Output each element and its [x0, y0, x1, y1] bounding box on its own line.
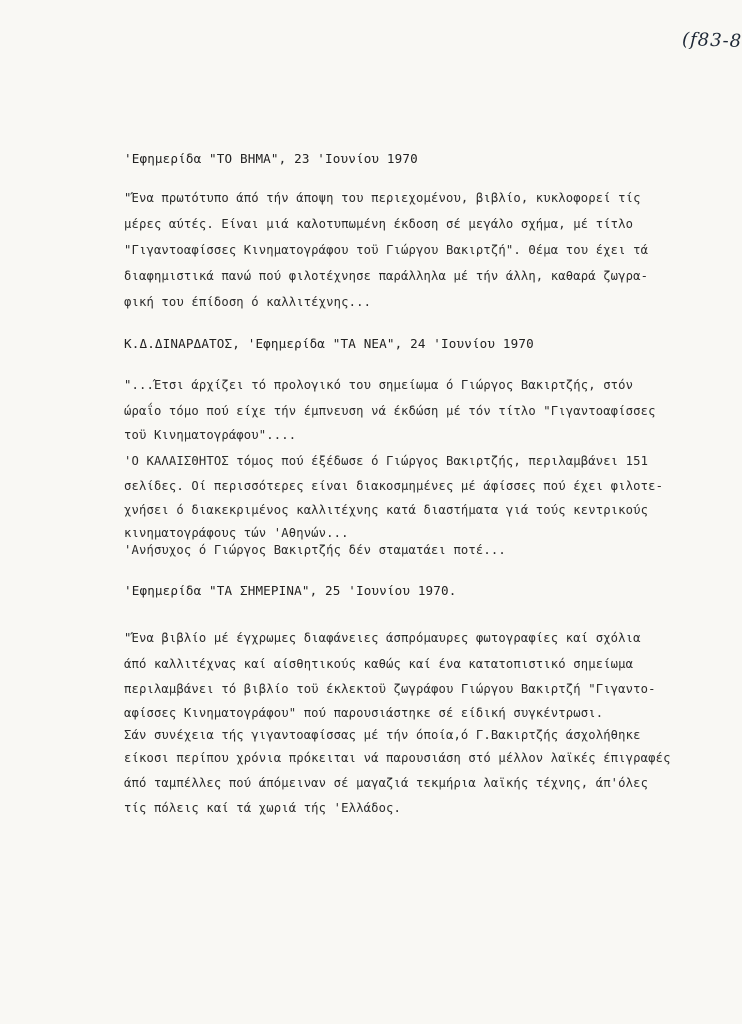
section-2-line: χνήσει ό διακεκριμένος καλλιτέχνης κατά διαστήματα γιά τούς κεντρικούς [124, 503, 649, 517]
section-1-line: μέρες αύτές. Είναι μιά καλοτυπωμένη έκδοση σέ μεγάλο σχήμα, μέ τίτλο [124, 217, 634, 231]
section-2-line: 'Ανήσυχος ό Γιώργος Βακιρτζής δέν σταματάει ποτέ... [124, 543, 506, 557]
section-2-line: κινηματογράφους τών 'Αθηνών... [124, 526, 349, 540]
section-2-line: 'Ο ΚΑΛΑΙΣΘΗΤΟΣ τόμος πού έξέδωσε ό Γιώργος Βακιρτζής, περιλαμβάνει 151 [124, 454, 649, 468]
section-1-line: διαφημιστικά πανώ πού φιλοτέχνησε παράλληλα μέ τήν άλλη, καθαρά ζωγρα- [124, 269, 649, 283]
section-3-line: αφίσσες Κινηματογράφου" πού παρουσιάστηκε σέ είδική συγκέντρωσι. [124, 706, 604, 720]
section-3-line: άπό ταμπέλλες πού άπόμειναν σέ μαγαζιά τεκμήρια λαϊκής τέχνης, άπ'όλες [124, 776, 649, 790]
section-1-heading: 'Εφημερίδα "ΤΟ ΒΗΜΑ", 23 'Ιουνίου 1970 [124, 151, 418, 166]
section-3-line: "Ένα βιβλίο μέ έγχρωμες διαφάνειες άσπρόμαυρες φωτογραφίες καί σχόλια [124, 631, 641, 645]
section-1-line: φική του έπίδοση ό καλλιτέχνης... [124, 295, 372, 309]
section-2-line: ώραΐο τόμο πού είχε τήν έμπνευση νά έκδώση μέ τόν τίτλο "Γιγαντοαφίσσες [124, 404, 656, 418]
section-3-heading: 'Εφημερίδα "ΤΑ ΣΗΜΕΡΙΝΑ", 25 'Ιουνίου 1970. [124, 583, 457, 598]
section-3-line: είκοσι περίπου χρόνια πρόκειται νά παρουσιάση στό μέλλον λαϊκές έπιγραφές [124, 751, 671, 765]
section-3-line: άπό καλλιτέχνας καί αίσθητικούς καθώς καί ένα κατατοπιστικό σημείωμα [124, 657, 634, 671]
section-3-line: Σάν συνέχεια τής γιγαντοαφίσσας μέ τήν όποία,ό Γ.Βακιρτζής άσχολήθηκε [124, 728, 641, 742]
section-2-line: τοϋ Κινηματογράφου".... [124, 428, 297, 442]
section-3-line: περιλαμβάνει τό βιβλίο τοϋ έκλεκτοϋ ζωγράφου Γιώργου Βακιρτζή "Γιγαντο- [124, 682, 656, 696]
section-3-line: τίς πόλεις καί τά χωριά τής 'Ελλάδος. [124, 801, 402, 815]
section-1-line: "Γιγαντοαφίσσες Κινηματογράφου τοϋ Γιώργου Βακιρτζή". Θέμα του έχει τά [124, 243, 649, 257]
section-2-line: σελίδες. Οί περισσότερες είναι διακοσμημένες μέ άφίσσες πού έχει φιλοτε- [124, 479, 664, 493]
section-2-heading: Κ.Δ.ΔΙΝΑΡΔΑΤΟΣ, 'Εφημερίδα "ΤΑ ΝΕΑ", 24 'Ιουνίου 1970 [124, 336, 534, 351]
section-2-line: "...Έτσι άρχίζει τό προλογικό του σημείωμα ό Γιώργος Βακιρτζής, στόν [124, 378, 634, 392]
section-1-line: "Ένα πρωτότυπο άπό τήν άποψη του περιεχομένου, βιβλίο, κυκλοφορεί τίς [124, 191, 641, 205]
handwritten-archive-number: (f83-8 [681, 28, 742, 53]
